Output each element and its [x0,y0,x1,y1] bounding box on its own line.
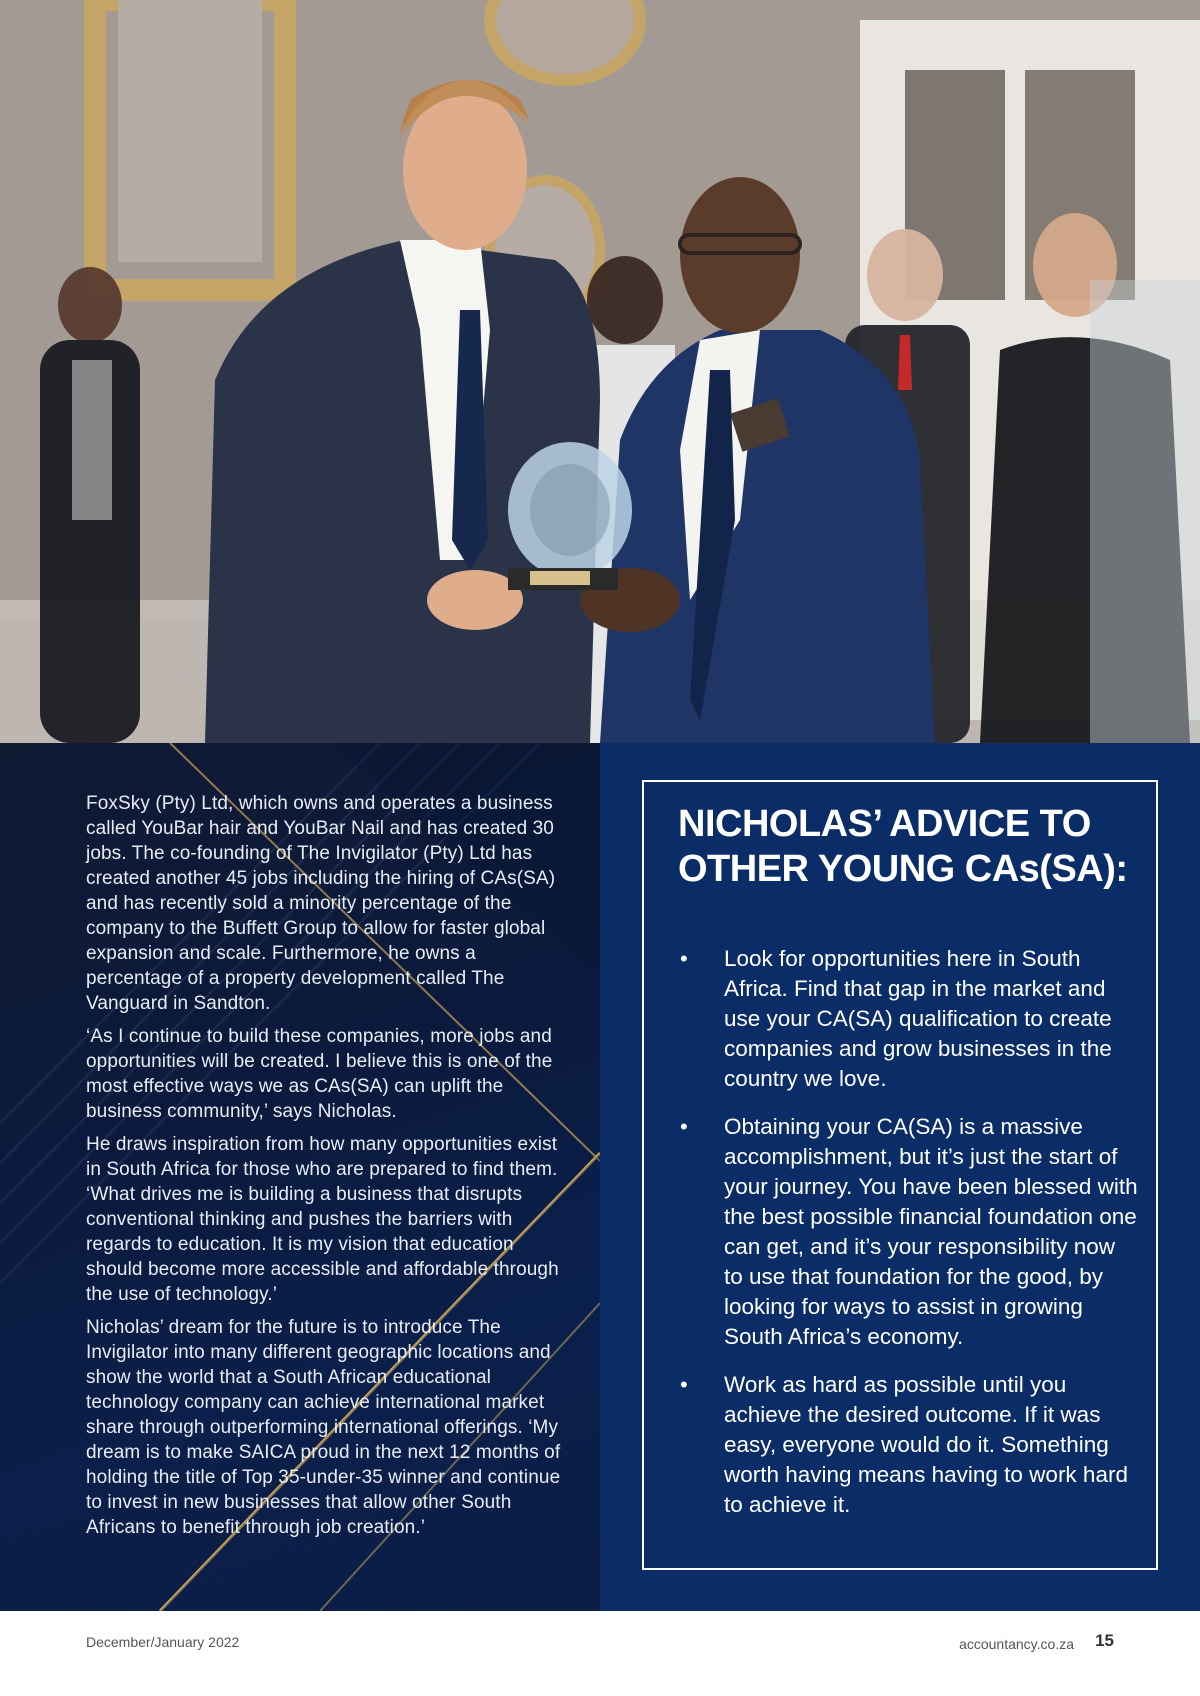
bullet-icon: • [680,946,688,971]
advice-item-text: Look for opportunities here in South Africa. Find that gap in the market and use your CA(SA) qualification to create companies and grow businesses in the country we love. [724,946,1112,1091]
advice-item-text: Work as hard as possible until you achieve the desired outcome. If it was easy, everyone would do it. Something worth having means having to work hard to achieve it. [724,1372,1128,1517]
award-photo [0,0,1200,743]
article-panel [0,743,600,1611]
article-paragraph-3: He draws inspiration from how many opportunities exist in South Africa for those who are prepared to find them. ‘What drives me is building a business that disrupts conventional thinking and pushes the barriers with regards to education. It is my vision that education should become more accessible and affordable through the use of technology.’ [86,1134,559,1305]
advice-panel [600,743,1200,1611]
article-paragraph-1: FoxSky (Pty) Ltd, which owns and operates a business called YouBar hair and YouBar Nail and has created 30 jobs. The co-founding of The Invigilator (Pty) Ltd has created another 45 jobs including the hiring of CAs(SA) and has recently sold a minority percentage of the company to the Buffett Group to allow for faster global expansion and scale. Furthermore, he owns a percentage of a property development called The Vanguard in Sandton. [86,793,556,1014]
page-number: 15 [1095,1631,1114,1650]
award-ceremony-illustration [0,0,1200,743]
article-body [86,791,566,1548]
advice-item [678,944,1138,1094]
bullet-icon: • [680,1372,688,1397]
issue-date: December/January 2022 [86,1634,240,1650]
article-paragraph-4: Nicholas’ dream for the future is to introduce The Invigilator into many different geographic locations and show the world that a South African educational technology company can achieve international market share through outperforming international offerings. ‘My dream is to make SAICA proud in the next 12 months of holding the title of Top 35-under-35 winner and continue to invest in new businesses that allow other South Africans to benefit through job creation.’ [86,1317,561,1538]
advice-item [678,1112,1138,1352]
advice-list [678,944,1138,1538]
article-paragraph-2: ‘As I continue to build these companies, more jobs and opportunities will be created. I believe this is one of the most effective ways we as CAs(SA) can uplift the business community,’ says Nicholas. [86,1026,553,1122]
advice-item [678,1370,1138,1520]
website-link[interactable]: accountancy.co.za [959,1636,1074,1652]
advice-heading: NICHOLAS’ ADVICE TO OTHER YOUNG CAs(SA): [678,803,1128,890]
advice-item-text: Obtaining your CA(SA) is a massive accomplishment, but it’s just the start of your journey. You have been blessed with the best possible financial foundation one can get, and it’s your responsibility now to use that foundation for the good, by looking for ways to assist in growing South Africa’s economy. [724,1114,1138,1349]
bullet-icon: • [680,1114,688,1139]
advice-box [642,780,1158,1570]
